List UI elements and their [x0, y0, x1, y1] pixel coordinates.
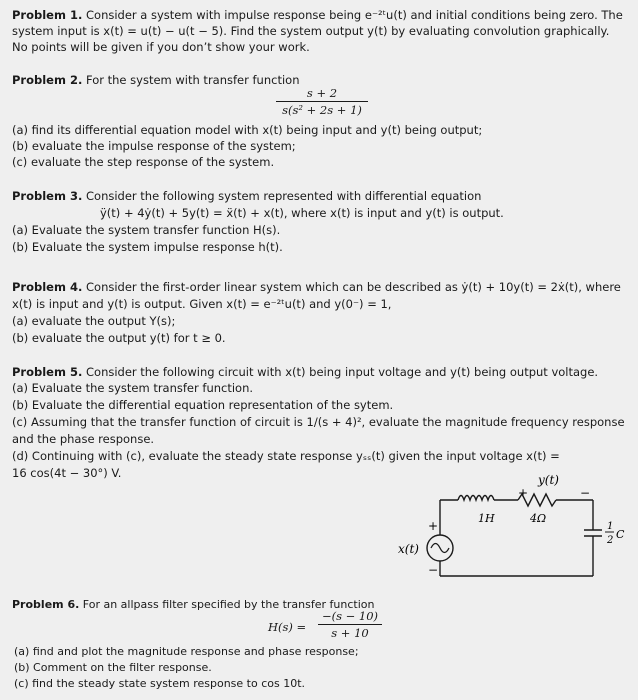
problem-3-equation: ÿ(t) + 4ẏ(t) + 5y(t) = ẍ(t) + x(t), where x(t) is input and y(t) is output.	[100, 206, 504, 220]
sine-wave-icon	[431, 544, 449, 553]
problem-6-text-1: For an allpass filter specified by the transfer function	[82, 598, 375, 611]
capacitor-value-denominator: 2	[607, 535, 614, 546]
output-plus-sign: +	[518, 486, 529, 500]
problem-5-text-1: Consider the following circuit with x(t) being input voltage and y(t) being output voltage.	[86, 365, 599, 379]
problem-2-line-1	[12, 73, 300, 88]
problem-5-part-a: (a) Evaluate the system transfer function.	[12, 381, 254, 395]
output-minus-sign: −	[580, 486, 591, 500]
problem-2-denominator: s(s² + 2s + 1)	[282, 103, 362, 117]
rlc-circuit-diagram	[390, 470, 630, 585]
problem-4-part-b: (b) evaluate the output y(t) for t ≥ 0.	[12, 331, 226, 345]
problem-6-part-b: (b) Comment on the filter response.	[14, 661, 212, 674]
problem-2-part-c: (c) evaluate the step response of the system.	[12, 155, 275, 169]
problem-6-label: Problem 6.	[12, 598, 80, 611]
problem-6-numerator: −(s − 10)	[321, 609, 379, 623]
capacitor-value-numerator: 1	[607, 521, 614, 532]
problem-6-part-a: (a) find and plot the magnitude response and phase response;	[14, 645, 359, 658]
problem-6-transfer-function	[318, 609, 382, 640]
problem-5-part-d-1: (d) Continuing with (c), evaluate the steady state response yₛₛ(t) given the input voltage x(t) =	[12, 449, 560, 463]
problem-2-numerator: s + 2	[306, 86, 338, 100]
resistor-label: 4Ω	[530, 512, 547, 525]
problem-4-label: Problem 4.	[12, 280, 83, 294]
source-plus-sign: +	[428, 519, 439, 533]
problem-2-text-1: For the system with transfer function	[86, 73, 300, 87]
problem-1-line-1	[12, 8, 623, 23]
fraction-bar	[276, 101, 368, 102]
output-voltage-label: y(t)	[538, 473, 559, 487]
problem-2-transfer-function	[276, 86, 368, 117]
problem-1-text-1: Consider a system with impulse response being e⁻²ᵗu(t) and initial conditions being zero. The	[86, 8, 623, 22]
problem-4-line-2: x(t) is input and y(t) is output. Given x(t) = e⁻²ᵗu(t) and y(0⁻) = 1,	[12, 297, 392, 311]
problem-1-label: Problem 1.	[12, 8, 83, 22]
source-voltage-label: x(t)	[398, 542, 419, 556]
problem-3-part-b: (b) Evaluate the system impulse response h(t).	[12, 240, 283, 254]
problem-4-line-1	[12, 280, 621, 295]
problem-5-part-c-2: and the phase response.	[12, 432, 155, 446]
problem-2-label: Problem 2.	[12, 73, 83, 87]
problem-5-part-d-2: 16 cos(4t − 30°) V.	[12, 466, 122, 480]
problem-5-part-b: (b) Evaluate the differential equation representation of the sytem.	[12, 398, 394, 412]
problem-3-text-1: Consider the following system represented with differential equation	[86, 189, 482, 203]
fraction-bar	[318, 624, 382, 625]
inductor-label: 1H	[478, 512, 495, 525]
problem-6-part-c: (c) find the steady state system response to cos 10t.	[14, 677, 306, 690]
problem-4-text-1: Consider the first-order linear system which can be described as ẏ(t) + 10y(t) = 2ẋ(t), where	[86, 280, 621, 294]
problem-2-part-a: (a) find its differential equation model with x(t) being input and y(t) being output;	[12, 123, 483, 137]
problem-5-line-1	[12, 365, 598, 380]
problem-4-part-a: (a) evaluate the output Y(s);	[12, 314, 176, 328]
source-minus-sign: −	[428, 563, 439, 577]
problem-5-part-c-1: (c) Assuming that the transfer function of circuit is 1/(s + 4)², evaluate the magnitude frequency response	[12, 415, 625, 429]
problem-3-part-a: (a) Evaluate the system transfer function H(s).	[12, 223, 281, 237]
problem-6-h-of-s: H(s) =	[268, 620, 307, 634]
problem-3-label: Problem 3.	[12, 189, 83, 203]
problem-1-line-3: No points will be given if you don’t show your work.	[12, 40, 310, 54]
problem-5-label: Problem 5.	[12, 365, 83, 379]
problem-1-line-2: system input is x(t) = u(t) − u(t − 5). Find the system output y(t) by evaluating convolution graphically.	[12, 24, 610, 38]
capacitor-letter: C	[616, 528, 625, 541]
problem-6-denominator: s + 10	[331, 626, 369, 640]
problem-2-part-b: (b) evaluate the impulse response of the system;	[12, 139, 296, 153]
inductor-coil	[458, 496, 494, 501]
problem-3-line-1	[12, 189, 481, 204]
